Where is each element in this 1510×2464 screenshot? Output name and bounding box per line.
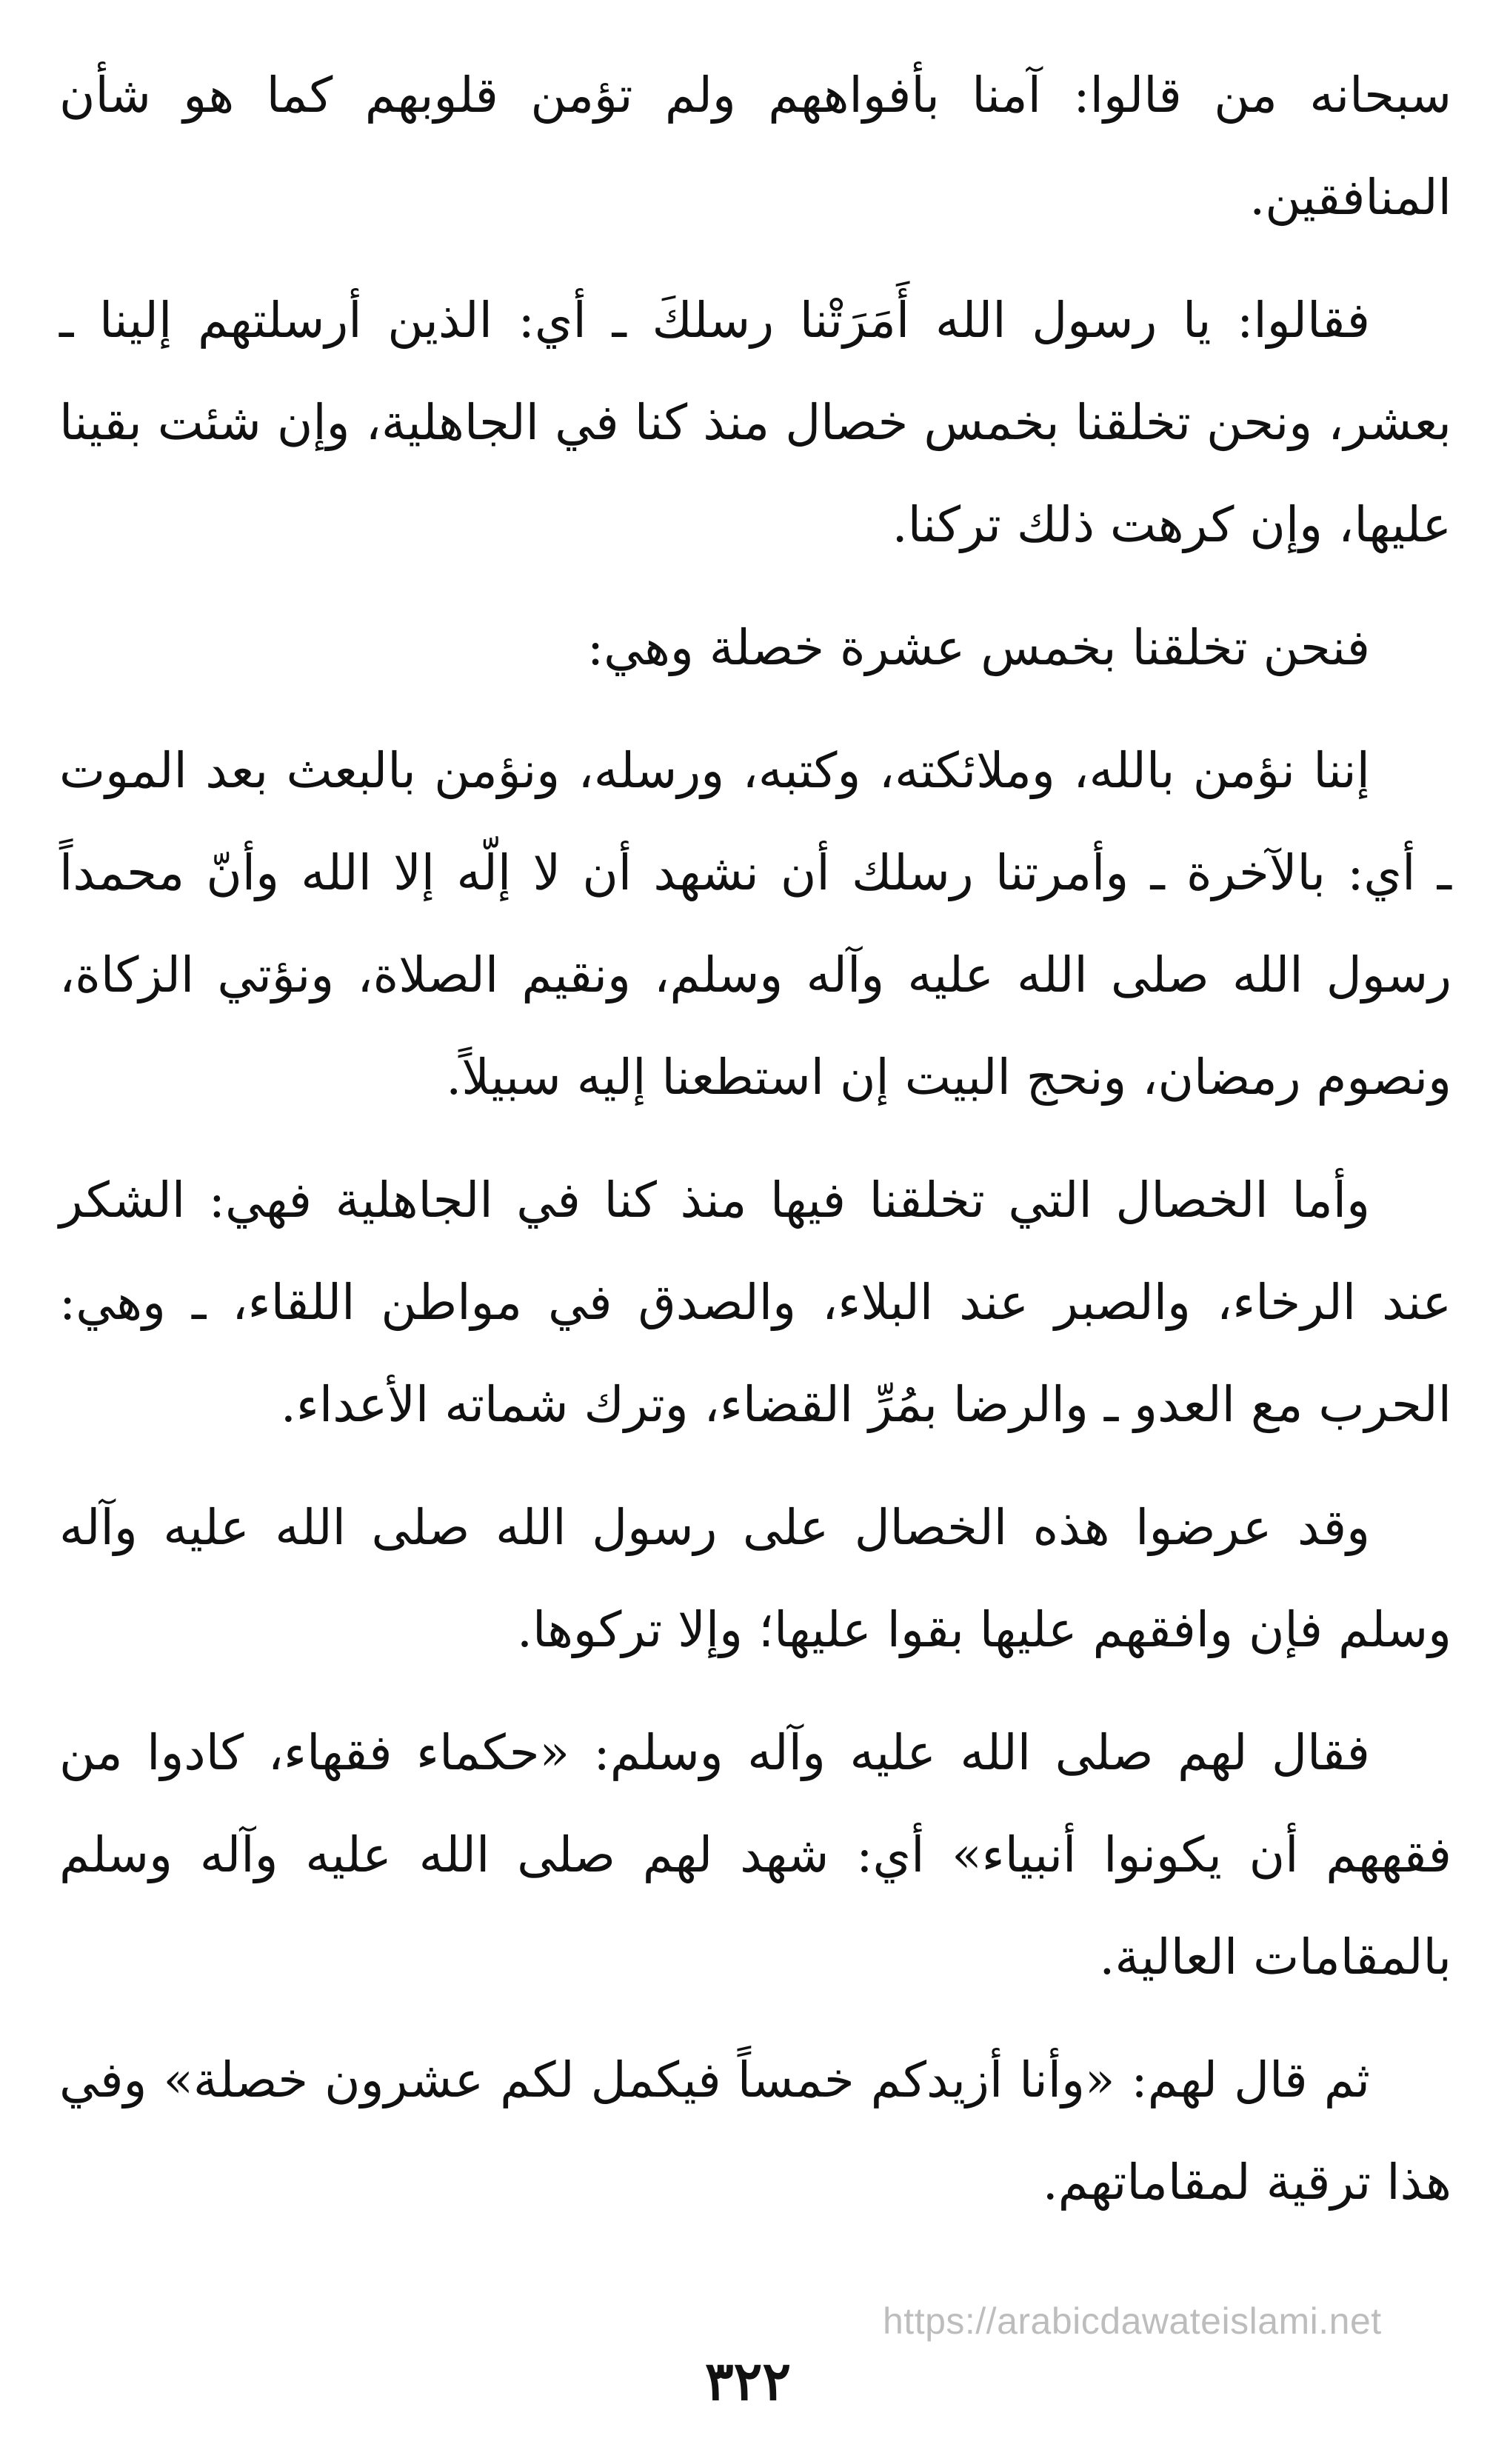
paragraph-1: سبحانه من قالوا: آمنا بأفواههم ولم تؤمن قلوبهم كما هو شأن المنافقين. bbox=[59, 67, 1451, 226]
page-body bbox=[59, 44, 1451, 2254]
paragraph-6: وقد عرضوا هذه الخصال على رسول الله صلى الله عليه وآله وسلم فإن وافقهم عليها بقوا عليها؛ وإلا تركوها. bbox=[59, 1499, 1451, 1658]
watermark-url: https://arabicdawateislami.net bbox=[883, 2300, 1382, 2342]
paragraph-7: فقال لهم صلى الله عليه وآله وسلم: «حكماء فقهاء، كادوا من فقههم أن يكونوا أنبياء» أي: شهد لهم صلى الله عليه وآله وسلم بالمقامات العالية. bbox=[59, 1724, 1451, 1986]
paragraph-3: فنحن تخلقنا بخمس عشرة خصلة وهي: bbox=[587, 619, 1370, 676]
page-number: ٣٢٢ bbox=[704, 2349, 791, 2412]
paragraph-5: وأما الخصال التي تخلقنا فيها منذ كنا في الجاهلية فهي: الشكر عند الرخاء، والصبر عند البلاء، والصدق في مواطن اللقاء، ـ وهي: الحرب مع العدو ـ والرضا بمُرِّ القضاء، وترك شماته الأعداء. bbox=[59, 1172, 1451, 1433]
paragraph-4: إننا نؤمن بالله، وملائكته، وكتبه، ورسله، ونؤمن بالبعث بعد الموت ـ أي: بالآخرة ـ وأمرتنا رسلك أن نشهد أن لا إلّه إلا الله وأنّ محمداً رسول الله صلى الله عليه وآله وسلم، ونقيم الصلاة، ونؤتي الزكاة، ونصوم رمضان، ونحج البيت إن استطعنا إليه سبيلاً. bbox=[59, 742, 1451, 1106]
paragraph-8: ثم قال لهم: «وأنا أزيدكم خمساً فيكمل لكم عشرون خصلة» وفي هذا ترقية لمقاماتهم. bbox=[59, 2051, 1451, 2211]
paragraph-2: فقالوا: يا رسول الله أَمَرَتْنا رسلكَ ـ أي: الذين أرسلتهم إلينا ـ بعشر، ونحن تخلقنا بخمس خصال منذ كنا في الجاهلية، وإن شئت بقينا عليها، وإن كرهت ذلك تركنا. bbox=[59, 292, 1451, 553]
